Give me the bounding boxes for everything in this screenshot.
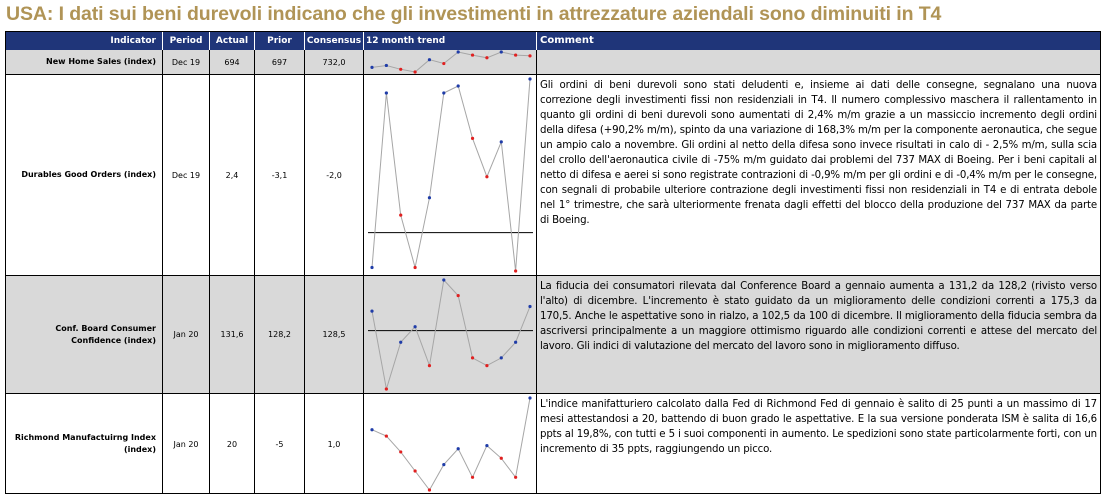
header-trend: 12 month trend <box>364 31 537 50</box>
trend-point <box>442 463 445 466</box>
trend-sparkline <box>364 276 537 393</box>
trend-point <box>385 91 388 94</box>
indicator-name: Richmond Manufactuirng Index (index) <box>5 394 163 494</box>
period-value: Dec 19 <box>163 75 210 275</box>
header-consensus: Consensus <box>305 31 364 50</box>
comment-text <box>537 50 1101 74</box>
consensus-value: -2,0 <box>305 75 364 275</box>
prior-value: 128,2 <box>255 276 305 393</box>
actual-value: 20 <box>210 394 255 494</box>
period-value: Dec 19 <box>163 50 210 74</box>
table-row <box>5 394 1101 494</box>
trend-point <box>413 70 416 73</box>
page-title: USA: I dati sui beni durevoli indicano che gli investimenti in attrezzature aziendali sono diminuiti in T4 <box>6 3 942 25</box>
trend-sparkline <box>364 50 537 74</box>
trend-line <box>372 52 530 72</box>
indicator-table <box>5 31 1101 494</box>
table-row <box>5 50 1101 75</box>
trend-point <box>457 447 460 450</box>
trend-point <box>485 175 488 178</box>
trend-point <box>385 434 388 437</box>
trend-line <box>372 280 530 389</box>
trend-point <box>528 54 531 57</box>
trend-point <box>500 50 503 53</box>
trend-point <box>370 266 373 269</box>
trend-point <box>442 278 445 281</box>
trend-point <box>528 77 531 80</box>
trend-point <box>428 488 431 491</box>
trend-sparkline <box>364 75 537 275</box>
comment-text: Gli ordini di beni durevoli sono stati deludenti e, insieme ai dati delle consegne, segnalano una nuova correzione degli investimenti fissi non residenziali in T4. Il numero complessivo maschera il rallentamento in quanto gli ordini di beni durevoli sono aumentati di 2,4% m/m grazie a un massiccio incremento degli ordini della difesa (+90,2% m/m), spinto da una variazione di 168,3% m/m per la componente aeronautica, che segue un ampio calo a novembre. Gli ordini al netto della difesa sono invece risultati in calo di - 2,5% m/m, sulla scia del crollo dell'aeronautica civile di -75% m/m guidato dai problemi del 737 MAX di Boeing. Per i beni capitali al netto di difesa e aerei si sono registrate contrazioni di -0,9% m/m per gli ordini e di -0,4% m/m per le consegne, con segnali di probabile ulteriore contrazione degli investimenti fissi non residenziali in T4 e di entrata debole nel 1° trimestre, che sarà ulteriormente frenata dagli effetti del blocco della produzione del 737 MAX da parte di Boeing. <box>540 80 1097 226</box>
trend-point <box>413 325 416 328</box>
comment-text: L'indice manifatturiero calcolato dalla Fed di Richmond Fed di gennaio è salito di 25 punti a un massimo di 17 mesi attestandosi a 20, battendo di buon grado le aspettative. E la sua versione ponderata ISM è salita di 16,6 ppts al 19,8%, con tutti e 5 i suoi componenti in aumento. Le spedizioni sono state particolarmente forti, con un incremento di 35 ppts, raggiungendo un picco. <box>540 399 1097 455</box>
trend-point <box>413 469 416 472</box>
trend-point <box>528 396 531 399</box>
trend-point <box>370 310 373 313</box>
trend-line <box>372 398 530 490</box>
trend-point <box>442 91 445 94</box>
trend-point <box>457 50 460 53</box>
prior-value: -5 <box>255 394 305 494</box>
consensus-value: 732,0 <box>305 50 364 74</box>
trend-point <box>471 137 474 140</box>
trend-point <box>399 68 402 71</box>
trend-point <box>528 305 531 308</box>
period-value: Jan 20 <box>163 276 210 393</box>
header-period: Period <box>163 31 210 50</box>
table-row <box>5 75 1101 276</box>
consensus-value: 1,0 <box>305 394 364 494</box>
trend-point <box>485 364 488 367</box>
trend-point <box>500 457 503 460</box>
trend-point <box>370 428 373 431</box>
actual-value: 131,6 <box>210 276 255 393</box>
trend-point <box>471 53 474 56</box>
trend-point <box>514 341 517 344</box>
trend-point <box>471 476 474 479</box>
trend-point <box>399 341 402 344</box>
trend-point <box>442 62 445 65</box>
trend-sparkline <box>364 394 537 494</box>
trend-point <box>514 269 517 272</box>
trend-point <box>514 476 517 479</box>
trend-point <box>370 66 373 69</box>
header-prior: Prior <box>255 31 305 50</box>
trend-point <box>428 58 431 61</box>
prior-value: -3,1 <box>255 75 305 275</box>
trend-point <box>399 450 402 453</box>
trend-point <box>500 356 503 359</box>
prior-value: 697 <box>255 50 305 74</box>
trend-point <box>485 444 488 447</box>
header-comment: Comment <box>537 31 1101 50</box>
header-indicator: Indicator <box>5 31 163 50</box>
indicator-name: Durables Good Orders (index) <box>5 75 163 275</box>
comment-text: La fiducia dei consumatori rilevata dal Conference Board a gennaio aumenta a 131,2 da 128,2 (rivisto verso l'alto) di dicembre. L'incremento è stato guidato da un miglioramento delle condizioni correnti a 175,3 da 170,5. Anche le aspettative sono in rialzo, a 102,5 da 100 di dicembre. Il miglioramento della fiducia sembra da ascriversi principalmente a un maggiore ottimismo riguardo alle condizioni correnti e attese del mercato del lavoro. Gli indici di valutazione del mercato del lavoro sono in miglioramento diffuso. <box>540 281 1097 352</box>
trend-point <box>413 266 416 269</box>
trend-point <box>385 64 388 67</box>
table-row <box>5 276 1101 394</box>
consensus-value: 128,5 <box>305 276 364 393</box>
trend-point <box>399 214 402 217</box>
trend-point <box>428 196 431 199</box>
header-actual: Actual <box>210 31 255 50</box>
period-value: Jan 20 <box>163 394 210 494</box>
indicator-name: New Home Sales (index) <box>5 50 163 74</box>
actual-value: 2,4 <box>210 75 255 275</box>
trend-point <box>428 364 431 367</box>
trend-point <box>471 356 474 359</box>
actual-value: 694 <box>210 50 255 74</box>
indicator-name: Conf. Board Consumer Confidence (index) <box>5 276 163 393</box>
trend-point <box>500 140 503 143</box>
trend-point <box>514 53 517 56</box>
trend-point <box>485 56 488 59</box>
trend-point <box>457 84 460 87</box>
trend-point <box>457 294 460 297</box>
trend-point <box>385 387 388 390</box>
trend-line <box>372 79 530 271</box>
